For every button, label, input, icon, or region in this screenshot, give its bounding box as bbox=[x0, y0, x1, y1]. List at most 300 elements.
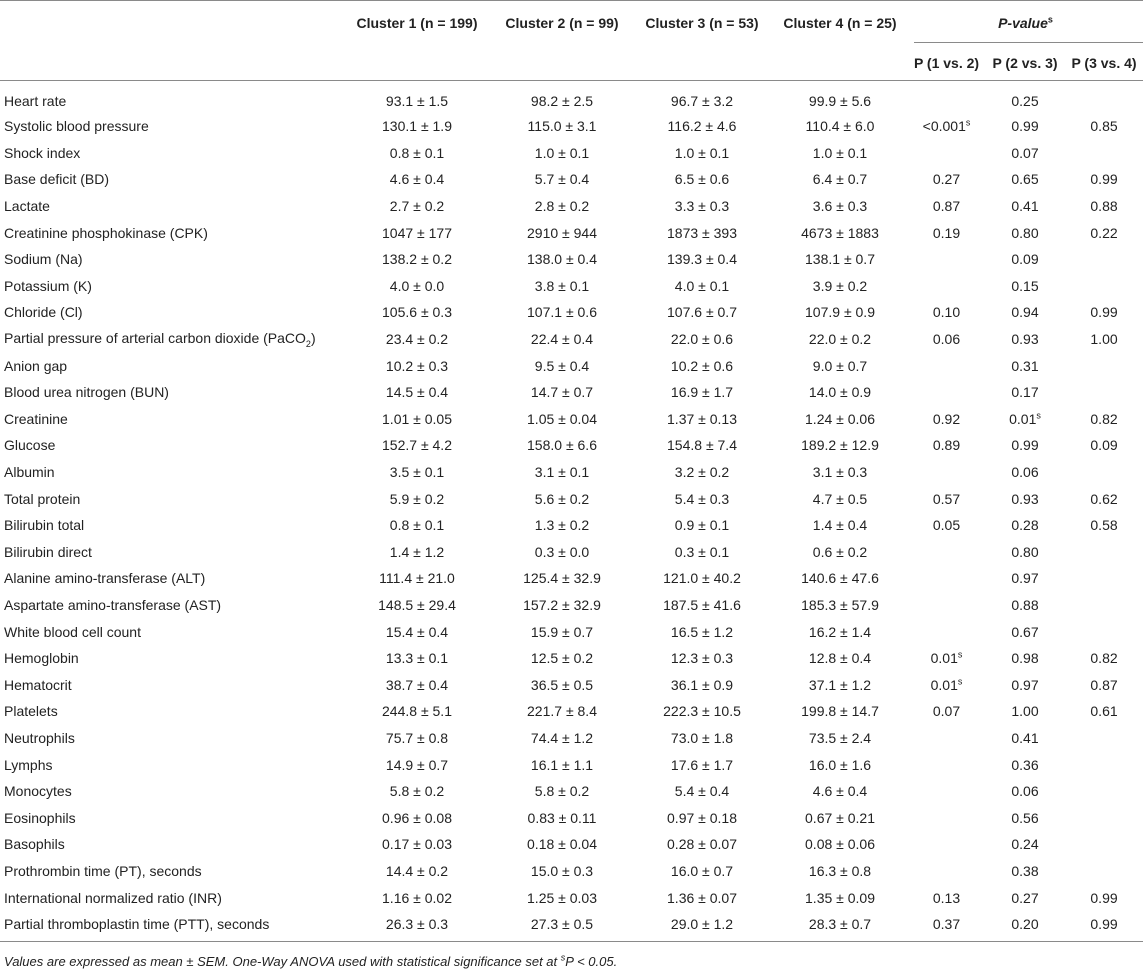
cell-c2: 14.7 ± 0.7 bbox=[530, 384, 594, 401]
cell-c3: 29.0 ± 1.2 bbox=[632, 911, 772, 942]
row-label: Basophils bbox=[4, 836, 65, 853]
cell-c3: 1.37 ± 0.13 bbox=[667, 410, 737, 427]
row-label: Lactate bbox=[4, 198, 50, 215]
cell-c4: 14.0 ± 0.9 bbox=[808, 384, 872, 401]
row-label: Neutrophils bbox=[4, 729, 75, 746]
cell-c2: 74.4 ± 1.2 bbox=[530, 729, 594, 746]
header-p-3-vs-4: P (3 vs. 4) bbox=[1065, 45, 1143, 81]
cell-p34: 0.82 bbox=[1090, 650, 1118, 667]
cell-c4: 4.7 ± 0.5 bbox=[812, 490, 868, 507]
cell-p12 bbox=[908, 831, 985, 858]
table-row bbox=[0, 432, 1143, 459]
cell-p12 bbox=[908, 459, 985, 486]
cell-c3: 5.4 ± 0.3 bbox=[674, 490, 730, 507]
table-row bbox=[0, 193, 1143, 220]
cell-p23: 0.07 bbox=[1011, 144, 1039, 161]
cell-p12 bbox=[908, 725, 985, 752]
cell-p34 bbox=[1065, 352, 1143, 379]
cell-c4: 0.6 ± 0.2 bbox=[812, 543, 868, 560]
header-cluster-1: Cluster 1 (n = 199) bbox=[356, 15, 478, 31]
cell-c3: 222.3 ± 10.5 bbox=[663, 703, 741, 720]
cell-p23: 0.56 bbox=[1011, 809, 1039, 826]
cell-c3: 0.3 ± 0.1 bbox=[674, 543, 730, 560]
cell-c3: 96.7 ± 3.2 bbox=[670, 93, 734, 109]
cell-p23: 0.28 bbox=[1011, 517, 1039, 534]
cell-p23: 0.24 bbox=[1011, 836, 1039, 853]
cell-c1: 1047 ± 177 bbox=[382, 224, 452, 241]
cell-c2: 5.6 ± 0.2 bbox=[534, 490, 590, 507]
cell-p34 bbox=[1065, 379, 1143, 406]
cell-p34: 0.58 bbox=[1090, 517, 1118, 534]
cell-c3: 3.2 ± 0.2 bbox=[674, 464, 730, 481]
cell-p34: 0.62 bbox=[1090, 490, 1118, 507]
cell-p23: 0.06 bbox=[1011, 783, 1039, 800]
cell-c1: 0.96 ± 0.08 bbox=[382, 809, 452, 826]
cell-p23: 0.97 bbox=[1011, 676, 1039, 693]
cell-p23: 0.15 bbox=[1011, 277, 1039, 294]
header-row-2 bbox=[0, 45, 1143, 81]
table-row bbox=[0, 459, 1143, 486]
cell-p12 bbox=[908, 592, 985, 619]
cell-c4: 3.6 ± 0.3 bbox=[812, 198, 868, 215]
cell-c2: 16.1 ± 1.1 bbox=[530, 756, 594, 773]
cell-c2: 221.7 ± 8.4 bbox=[527, 703, 597, 720]
header-row-1 bbox=[0, 1, 1143, 46]
table-row bbox=[0, 858, 1143, 885]
cell-p23: 0.27 bbox=[1011, 889, 1039, 906]
cell-p12: 0.87 bbox=[932, 198, 961, 215]
table-row bbox=[0, 299, 1143, 326]
cell-c2: 2.8 ± 0.2 bbox=[534, 198, 590, 215]
cell-c2: 5.8 ± 0.2 bbox=[534, 783, 590, 800]
row-label: Bilirubin total bbox=[4, 517, 85, 534]
cell-p34 bbox=[1065, 804, 1143, 831]
cell-c3: 187.5 ± 41.6 bbox=[663, 596, 741, 613]
cell-p23: 0.94 bbox=[1011, 304, 1039, 321]
cell-c1: 130.1 ± 1.9 bbox=[382, 118, 452, 135]
table-row bbox=[0, 884, 1143, 911]
row-label: Aspartate amino-transferase (AST) bbox=[4, 596, 222, 613]
cell-c1: 244.8 ± 5.1 bbox=[382, 703, 452, 720]
cell-c2: 98.2 ± 2.5 bbox=[530, 93, 594, 109]
cell-c1: 93.1 ± 1.5 bbox=[385, 93, 449, 109]
cell-p34 bbox=[1065, 459, 1143, 486]
cell-c3: 0.97 ± 0.18 bbox=[667, 809, 737, 826]
cell-c4: 138.1 ± 0.7 bbox=[805, 251, 875, 268]
cell-c1: 26.3 ± 0.3 bbox=[342, 911, 492, 942]
cell-p23: 0.36 bbox=[1011, 756, 1039, 773]
cell-c3: 36.1 ± 0.9 bbox=[670, 676, 734, 693]
table-row bbox=[0, 539, 1143, 566]
cell-c4: 199.8 ± 14.7 bbox=[801, 703, 879, 720]
cell-p23: 0.93 bbox=[1011, 490, 1039, 507]
header-cluster-4: Cluster 4 (n = 25) bbox=[783, 15, 897, 31]
row-label: Hemoglobin bbox=[4, 650, 79, 667]
row-label: Base deficit (BD) bbox=[4, 171, 110, 188]
cell-c3: 1.36 ± 0.07 bbox=[667, 889, 737, 906]
cell-c4: 185.3 ± 57.9 bbox=[801, 596, 879, 613]
cell-c1: 148.5 ± 29.4 bbox=[378, 596, 456, 613]
table-row bbox=[0, 166, 1143, 193]
cell-c1: 0.8 ± 0.1 bbox=[389, 517, 445, 534]
row-label: White blood cell count bbox=[4, 623, 141, 640]
cell-p34 bbox=[1065, 592, 1143, 619]
cell-p12 bbox=[908, 778, 985, 805]
cell-c1: 5.9 ± 0.2 bbox=[389, 490, 445, 507]
cell-c3: 4.0 ± 0.1 bbox=[674, 277, 730, 294]
cell-p12 bbox=[908, 858, 985, 885]
cell-c4: 9.0 ± 0.7 bbox=[812, 357, 868, 374]
cell-p34 bbox=[1065, 273, 1143, 300]
row-label: Blood urea nitrogen (BUN) bbox=[4, 384, 169, 401]
cell-p12: 0.01$^s$ bbox=[930, 649, 963, 667]
cell-p23: 0.99 bbox=[1011, 118, 1039, 135]
cell-p12: 0.57 bbox=[932, 490, 961, 507]
table-row bbox=[0, 273, 1143, 300]
cell-c4: 37.1 ± 1.2 bbox=[808, 676, 872, 693]
cell-c1: 0.17 ± 0.03 bbox=[382, 836, 452, 853]
cell-p23: 0.25 bbox=[1011, 93, 1039, 109]
cell-c4: 4.6 ± 0.4 bbox=[812, 783, 868, 800]
cell-p12: 0.01$^s$ bbox=[930, 676, 963, 693]
cell-c1: 138.2 ± 0.2 bbox=[382, 251, 452, 268]
cell-p12: 0.05 bbox=[932, 517, 961, 534]
row-label: Chloride (Cl) bbox=[4, 304, 83, 321]
cell-c4: 16.0 ± 1.6 bbox=[808, 756, 872, 773]
row-label: Alanine amino-transferase (ALT) bbox=[4, 570, 206, 587]
header-cluster-2: Cluster 2 (n = 99) bbox=[505, 15, 619, 31]
cell-c2: 125.4 ± 32.9 bbox=[523, 570, 601, 587]
cell-c4: 99.9 ± 5.6 bbox=[808, 93, 872, 109]
cell-c2: 3.8 ± 0.1 bbox=[534, 277, 590, 294]
cell-c3: 16.9 ± 1.7 bbox=[670, 384, 734, 401]
cell-p12 bbox=[908, 140, 985, 167]
cell-p12 bbox=[908, 379, 985, 406]
cell-p12 bbox=[908, 751, 985, 778]
table-body bbox=[0, 81, 1143, 942]
cell-c1: 38.7 ± 0.4 bbox=[385, 676, 449, 693]
cell-c3: 1873 ± 393 bbox=[667, 224, 737, 241]
cell-p23: 0.38 bbox=[1011, 862, 1039, 879]
table-row bbox=[0, 618, 1143, 645]
cell-p12: 0.07 bbox=[932, 703, 961, 720]
cell-c3: 22.0 ± 0.6 bbox=[670, 331, 734, 348]
cell-p12 bbox=[908, 539, 985, 566]
cell-c4: 73.5 ± 2.4 bbox=[808, 729, 872, 746]
cell-c1: 1.16 ± 0.02 bbox=[382, 889, 452, 906]
cell-p34 bbox=[1065, 140, 1143, 167]
cell-c1: 15.4 ± 0.4 bbox=[385, 623, 449, 640]
cell-p23: 0.41 bbox=[1011, 198, 1039, 215]
cell-c2: 15.0 ± 0.3 bbox=[530, 862, 594, 879]
table-footnote: Values are expressed as mean ± SEM. One-Way ANOVA used with statistical significance set at $^s$P < 0.05. bbox=[4, 953, 618, 970]
cell-p34 bbox=[1065, 725, 1143, 752]
table-row bbox=[0, 326, 1143, 353]
cell-p12 bbox=[908, 246, 985, 273]
table-row bbox=[0, 140, 1143, 167]
cell-c1: 14.5 ± 0.4 bbox=[385, 384, 449, 401]
cell-c4: 6.4 ± 0.7 bbox=[812, 171, 868, 188]
row-label: Lymphs bbox=[4, 756, 53, 773]
cell-c2: 115.0 ± 3.1 bbox=[527, 118, 597, 135]
cell-c4: 16.2 ± 1.4 bbox=[808, 623, 872, 640]
cell-c1: 3.5 ± 0.1 bbox=[389, 464, 445, 481]
cell-p23: 0.93 bbox=[1011, 331, 1039, 348]
row-label: Partial thromboplastin time (PTT), seconds bbox=[0, 911, 342, 942]
cell-p34: 0.88 bbox=[1090, 198, 1118, 215]
cell-p23: 0.06 bbox=[1011, 464, 1039, 481]
cell-p23: 0.01$^s$ bbox=[1009, 410, 1041, 427]
row-label: Platelets bbox=[4, 703, 58, 720]
row-label: Sodium (Na) bbox=[4, 251, 83, 268]
cell-p34 bbox=[1065, 565, 1143, 592]
cell-c4: 3.1 ± 0.3 bbox=[812, 464, 868, 481]
cell-c4: 1.35 ± 0.09 bbox=[805, 889, 875, 906]
cell-p34 bbox=[1065, 81, 1143, 114]
cell-c3: 139.3 ± 0.4 bbox=[667, 251, 737, 268]
cell-c3: 17.6 ± 1.7 bbox=[670, 756, 734, 773]
cell-c4: 140.6 ± 47.6 bbox=[801, 570, 879, 587]
cell-p12 bbox=[908, 352, 985, 379]
header-pvalue: P-value$^s$ bbox=[908, 1, 1143, 46]
cell-p34: 0.99 bbox=[1065, 911, 1143, 942]
table-row bbox=[0, 485, 1143, 512]
cell-p34 bbox=[1065, 831, 1143, 858]
cell-p34: 1.00 bbox=[1090, 331, 1118, 348]
cell-c1: 14.4 ± 0.2 bbox=[385, 862, 449, 879]
table-row bbox=[0, 81, 1143, 114]
cell-p23: 0.20 bbox=[985, 911, 1065, 942]
row-label: Prothrombin time (PT), seconds bbox=[4, 862, 202, 879]
cell-c4: 12.8 ± 0.4 bbox=[808, 650, 872, 667]
cell-p34 bbox=[1065, 539, 1143, 566]
row-label: Monocytes bbox=[4, 783, 72, 800]
cell-c2: 0.3 ± 0.0 bbox=[534, 543, 590, 560]
cell-p34: 0.87 bbox=[1090, 676, 1118, 693]
cell-p23: 0.65 bbox=[1011, 171, 1039, 188]
row-label: Eosinophils bbox=[4, 809, 76, 826]
cell-p34: 0.99 bbox=[1090, 889, 1118, 906]
cell-c3: 6.5 ± 0.6 bbox=[674, 171, 730, 188]
cell-p23: 0.98 bbox=[1011, 650, 1039, 667]
cell-c4: 189.2 ± 12.9 bbox=[801, 437, 879, 454]
cell-c4: 22.0 ± 0.2 bbox=[808, 331, 872, 348]
cell-c3: 10.2 ± 0.6 bbox=[670, 357, 734, 374]
cell-p12: 0.89 bbox=[932, 437, 961, 454]
cell-c3: 5.4 ± 0.4 bbox=[674, 783, 730, 800]
cell-c2: 3.1 ± 0.1 bbox=[534, 464, 590, 481]
cell-p34: 0.61 bbox=[1090, 703, 1118, 720]
cell-c2: 138.0 ± 0.4 bbox=[527, 251, 597, 268]
cell-p12: 0.27 bbox=[932, 171, 961, 188]
cell-c3: 107.6 ± 0.7 bbox=[667, 304, 737, 321]
cell-c1: 75.7 ± 0.8 bbox=[385, 729, 449, 746]
row-label: Bilirubin direct bbox=[4, 543, 92, 560]
cell-p12: 0.10 bbox=[932, 304, 961, 321]
cell-p34: 0.22 bbox=[1090, 224, 1118, 241]
cell-p23: 0.80 bbox=[1011, 543, 1039, 560]
cell-c3: 73.0 ± 1.8 bbox=[670, 729, 734, 746]
cell-p23: 0.09 bbox=[1011, 251, 1039, 268]
cell-p12 bbox=[908, 565, 985, 592]
table-row bbox=[0, 778, 1143, 805]
row-label: Shock index bbox=[4, 144, 81, 161]
cell-c3: 3.3 ± 0.3 bbox=[674, 198, 730, 215]
cell-c1: 111.4 ± 21.0 bbox=[379, 570, 455, 587]
row-label: International normalized ratio (INR) bbox=[4, 889, 222, 906]
cell-p12: 0.06 bbox=[932, 331, 961, 348]
cell-c4: 28.3 ± 0.7 bbox=[772, 911, 908, 942]
cell-p23: 1.00 bbox=[1011, 703, 1039, 720]
cell-c2: 0.18 ± 0.04 bbox=[527, 836, 597, 853]
row-label: Creatinine phosphokinase (CPK) bbox=[4, 224, 208, 241]
row-label: Creatinine bbox=[4, 410, 68, 427]
cell-c2: 158.0 ± 6.6 bbox=[527, 437, 597, 454]
cell-c2: 1.0 ± 0.1 bbox=[534, 144, 590, 161]
cell-c3: 154.8 ± 7.4 bbox=[667, 437, 737, 454]
cell-p12 bbox=[908, 81, 985, 114]
table-row bbox=[0, 725, 1143, 752]
cell-c2: 12.5 ± 0.2 bbox=[530, 650, 594, 667]
cell-p34 bbox=[1065, 246, 1143, 273]
table-row bbox=[0, 406, 1143, 433]
cell-c1: 23.4 ± 0.2 bbox=[385, 331, 449, 348]
cell-c4: 1.4 ± 0.4 bbox=[812, 517, 868, 534]
cell-c3: 16.5 ± 1.2 bbox=[670, 623, 734, 640]
table-row bbox=[0, 113, 1143, 140]
cell-c4: 1.24 ± 0.06 bbox=[805, 410, 875, 427]
cell-p23: 0.31 bbox=[1011, 357, 1039, 374]
cell-p12: $<0.001^s$ bbox=[922, 117, 971, 135]
cell-c2: 0.83 ± 0.11 bbox=[527, 809, 597, 826]
cell-c2: 1.3 ± 0.2 bbox=[534, 517, 590, 534]
cell-c1: 5.8 ± 0.2 bbox=[389, 783, 445, 800]
cell-p34 bbox=[1065, 858, 1143, 885]
cell-c1: 2.7 ± 0.2 bbox=[389, 198, 445, 215]
cell-c3: 1.0 ± 0.1 bbox=[674, 144, 730, 161]
cell-p12: 0.92 bbox=[932, 410, 961, 427]
table-row bbox=[0, 219, 1143, 246]
cell-c3: 0.9 ± 0.1 bbox=[674, 517, 730, 534]
cell-c1: 10.2 ± 0.3 bbox=[385, 357, 449, 374]
cell-c4: 4673 ± 1883 bbox=[801, 224, 879, 241]
row-label: Partial pressure of arterial carbon dioxide (PaCO$_2$) bbox=[4, 329, 316, 349]
cell-p34: 0.99 bbox=[1090, 171, 1118, 188]
cell-c4: 107.9 ± 0.9 bbox=[805, 304, 875, 321]
header-p-1-vs-2: P (1 vs. 2) bbox=[908, 45, 985, 81]
cell-c1: 1.4 ± 1.2 bbox=[389, 543, 445, 560]
table-row bbox=[0, 911, 1143, 942]
cell-p23: 0.80 bbox=[1011, 224, 1039, 241]
cell-c4: 0.67 ± 0.21 bbox=[805, 809, 875, 826]
cell-p23: 0.17 bbox=[1011, 384, 1039, 401]
table-row bbox=[0, 751, 1143, 778]
cell-c3: 0.28 ± 0.07 bbox=[667, 836, 737, 853]
cell-c4: 0.08 ± 0.06 bbox=[805, 836, 875, 853]
cell-c4: 110.4 ± 6.0 bbox=[805, 118, 875, 135]
table-row bbox=[0, 565, 1143, 592]
cell-p12 bbox=[908, 273, 985, 300]
cell-p34: 0.99 bbox=[1090, 304, 1118, 321]
cell-c2: 107.1 ± 0.6 bbox=[527, 304, 597, 321]
table-row bbox=[0, 352, 1143, 379]
cell-p12 bbox=[908, 618, 985, 645]
cell-p12 bbox=[908, 804, 985, 831]
table-row bbox=[0, 671, 1143, 698]
cell-c4: 1.0 ± 0.1 bbox=[812, 144, 868, 161]
cell-p23: 0.67 bbox=[1011, 623, 1039, 640]
cell-c3: 116.2 ± 4.6 bbox=[667, 118, 737, 135]
row-label: Heart rate bbox=[4, 93, 67, 109]
cell-c2: 22.4 ± 0.4 bbox=[530, 331, 594, 348]
cell-c1: 4.6 ± 0.4 bbox=[389, 171, 445, 188]
cell-p34: 0.09 bbox=[1090, 437, 1118, 454]
cell-c1: 0.8 ± 0.1 bbox=[389, 144, 445, 161]
cell-p23: 0.97 bbox=[1011, 570, 1039, 587]
cell-p34: 0.82 bbox=[1090, 410, 1118, 427]
cell-c2: 36.5 ± 0.5 bbox=[530, 676, 594, 693]
cell-c3: 12.3 ± 0.3 bbox=[670, 650, 734, 667]
row-label: Albumin bbox=[4, 464, 55, 481]
cell-p34 bbox=[1065, 778, 1143, 805]
cell-p34: 0.85 bbox=[1090, 118, 1118, 135]
cell-c1: 14.9 ± 0.7 bbox=[385, 756, 449, 773]
cell-c1: 13.3 ± 0.1 bbox=[385, 650, 449, 667]
table-row bbox=[0, 246, 1143, 273]
cell-c3: 16.0 ± 0.7 bbox=[670, 862, 734, 879]
cell-c2: 15.9 ± 0.7 bbox=[530, 623, 594, 640]
header-p-2-vs-3: P (2 vs. 3) bbox=[985, 45, 1065, 81]
table-row bbox=[0, 831, 1143, 858]
cell-c2: 1.05 ± 0.04 bbox=[527, 410, 597, 427]
cell-p34 bbox=[1065, 618, 1143, 645]
table-row bbox=[0, 698, 1143, 725]
cell-p12: 0.37 bbox=[908, 911, 985, 942]
cell-c2: 1.25 ± 0.03 bbox=[527, 889, 597, 906]
cell-c2: 157.2 ± 32.9 bbox=[523, 596, 601, 613]
cell-c1: 1.01 ± 0.05 bbox=[382, 410, 452, 427]
table-row bbox=[0, 512, 1143, 539]
header-empty bbox=[0, 1, 342, 46]
row-label: Anion gap bbox=[4, 357, 68, 374]
table-row bbox=[0, 592, 1143, 619]
cell-p12: 0.19 bbox=[932, 224, 961, 241]
cell-c3: 121.0 ± 40.2 bbox=[663, 570, 741, 587]
row-label: Potassium (K) bbox=[4, 277, 92, 294]
cell-c1: 4.0 ± 0.0 bbox=[389, 277, 445, 294]
cell-c2: 27.3 ± 0.5 bbox=[492, 911, 632, 942]
cell-c2: 2910 ± 944 bbox=[527, 224, 597, 241]
cell-p23: 0.88 bbox=[1011, 596, 1039, 613]
row-label: Glucose bbox=[4, 437, 56, 454]
table-row bbox=[0, 645, 1143, 672]
row-label: Systolic blood pressure bbox=[4, 118, 149, 135]
cell-c4: 16.3 ± 0.8 bbox=[808, 862, 872, 879]
cell-p34 bbox=[1065, 751, 1143, 778]
cell-p12: 0.13 bbox=[932, 889, 961, 906]
table-row bbox=[0, 379, 1143, 406]
cell-c2: 9.5 ± 0.4 bbox=[534, 357, 590, 374]
cell-c1: 105.6 ± 0.3 bbox=[382, 304, 452, 321]
table-row bbox=[0, 804, 1143, 831]
row-label: Total protein bbox=[4, 490, 81, 507]
row-label: Hematocrit bbox=[4, 676, 72, 693]
cell-p23: 0.99 bbox=[1011, 437, 1039, 454]
cell-p23: 0.41 bbox=[1011, 729, 1039, 746]
cell-c2: 5.7 ± 0.4 bbox=[534, 171, 590, 188]
header-cluster-3: Cluster 3 (n = 53) bbox=[645, 15, 759, 31]
cell-c1: 152.7 ± 4.2 bbox=[382, 437, 452, 454]
